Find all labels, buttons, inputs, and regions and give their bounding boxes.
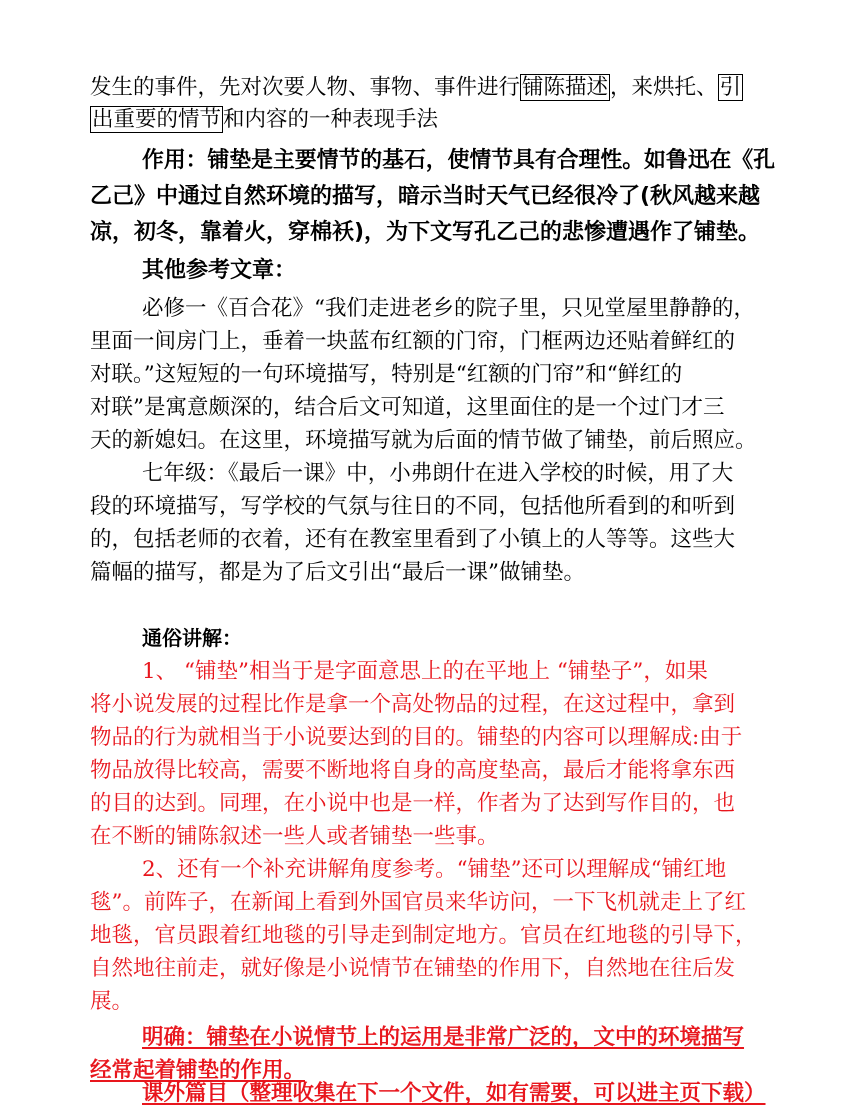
boxed-term-puchen: 铺陈描述 xyxy=(522,75,609,100)
explanation-1-line-1: 1、 “铺垫”相当于是字面意思上的在平地上 “铺垫子”，如果 xyxy=(142,659,708,684)
last-lesson-line-3: 的，包括老师的衣着，还有在教室里看到了小镇上的人等等。这些大 xyxy=(90,527,736,552)
last-lesson-line-2: 段的环境描写，写学校的气氛与往日的不同，包括他所看到的和听到 xyxy=(90,494,736,519)
definition-text: 发生的事件，先对次要人物、事物、事件进行 xyxy=(90,75,521,100)
definition-text: 和内容的一种表现手法 xyxy=(223,107,439,132)
explanation-2-line-4: 自然地往前走，就好像是小说情节在铺垫的作用下，自然地在往后发 xyxy=(90,956,736,981)
function-line-3: 凉，初冬，靠着火，穿棉袄)，为下文写孔乙己的悲惨遭遇作了铺垫。 xyxy=(90,220,761,245)
lily-line-4: 对联”是寓意颇深的，结合后文可知道，这里面住的是一个过门才三 xyxy=(90,395,725,420)
references-heading: 其他参考文章： xyxy=(142,258,297,283)
lily-quote: “我们走进老乡的院子里，只见堂屋里静静的， xyxy=(314,296,756,321)
definition-line-1 xyxy=(90,72,743,104)
function-line-2: 乙己》中通过自然环境的描写，暗示当时天气已经很冷了(秋风越来越 xyxy=(90,184,761,209)
definition-line-2 xyxy=(90,104,438,136)
lily-line-5: 天的新媳妇。在这里，环境描写就为后面的情节做了铺垫，前后照应。 xyxy=(90,428,757,453)
extracurricular-line xyxy=(142,1078,766,1110)
explanation-1-line-4: 物品放得比较高，需要不断地将自身的高度垫高，最后才能将拿东西 xyxy=(90,758,736,783)
boxed-term-yin: 引 xyxy=(719,75,742,100)
explanation-2-line-2: 毯”。前阵子，在新闻上看到外国官员来华访问，一下飞机就走上了红 xyxy=(90,890,746,915)
definition-text: ，来烘托、 xyxy=(610,75,718,100)
function-line-1: 作用：铺垫是主要情节的基石，使情节具有合理性。如鲁迅在《孔 xyxy=(142,148,776,173)
conclusion-line-1 xyxy=(142,1022,744,1054)
boxed-term-plot: 出重要的情节 xyxy=(92,107,222,132)
extracurricular-text: 课外篇目（整理收集在下一个文件，如有需要，可以进主页下载） xyxy=(142,1081,766,1106)
lily-line-2: 里面一间房门上，垂着一块蓝布红额的门帘，门框两边还贴着鲜红的 xyxy=(90,329,736,354)
explanation-1-line-6: 在不断的铺陈叙述一些人或者铺垫一些事。 xyxy=(90,824,499,849)
lily-line-3: 对联。”这短短的一句环境描写，特别是“红额的门帘”和“鲜红的 xyxy=(90,362,683,387)
lily-title: 必修一《百合花》 xyxy=(142,296,315,321)
last-lesson-line-1: 七年级：《最后一课》中，小弗朗什在进入学校的时候，用了大 xyxy=(142,461,734,486)
explanation-1-line-3: 物品的行为就相当于小说要达到的目的。铺垫的内容可以理解成:由于 xyxy=(90,725,743,750)
explanation-2-line-3: 地毯，官员跟着红地毯的引导走到制定地方。官员在红地毯的引导下， xyxy=(90,923,757,948)
last-lesson-line-4: 篇幅的描写，都是为了后文引出“最后一课”做铺垫。 xyxy=(90,560,585,585)
conclusion-text: 经常起着铺垫的作用。 xyxy=(90,1058,306,1083)
lily-line-1 xyxy=(142,293,755,325)
explanation-1-line-5: 的目的达到。同理，在小说中也是一样，作者为了达到写作目的，也 xyxy=(90,791,736,816)
conclusion-text: 明确：铺垫在小说情节上的运用是非常广泛的，文中的环境描写 xyxy=(142,1025,745,1050)
explanation-heading: 通俗讲解： xyxy=(142,626,242,650)
explanation-2-line-1: 2、还有一个补充讲解角度参考。“铺垫”还可以理解成“铺红地 xyxy=(142,857,727,882)
explanation-2-line-5: 展。 xyxy=(90,989,134,1014)
explanation-1-line-2: 将小说发展的过程比作是拿一个高处物品的过程，在这过程中，拿到 xyxy=(90,692,736,717)
